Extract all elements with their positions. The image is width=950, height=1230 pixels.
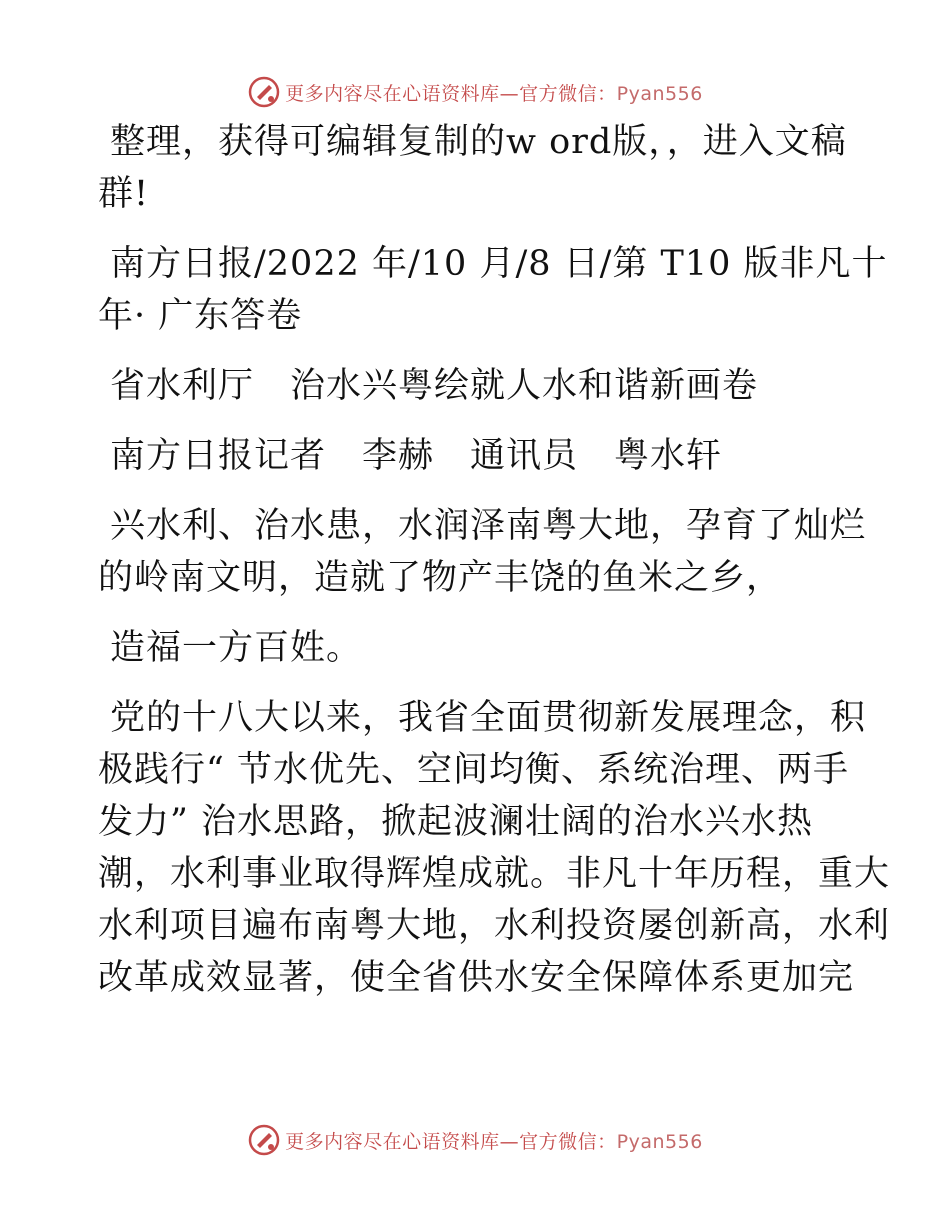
paragraph-intro: [98, 116, 858, 220]
logo-icon: [247, 1123, 281, 1157]
watermark-text: 更多内容尽在心语资料库—官方微信：Pyan556: [285, 1130, 703, 1153]
text-line: 党的十八大以来，我省全面贯彻新发展理念，积: [110, 698, 867, 738]
text-line: 发力” 治水思路，掀起波澜壮阔的治水兴水热: [98, 802, 814, 842]
text-line: 兴水利、治水患，水润泽南粤大地，孕育了灿烂: [110, 506, 867, 546]
paragraph-source: [98, 238, 888, 342]
text-line: 整理，获得可编辑复制的w ord版，，进入文稿: [110, 122, 847, 162]
document-body: [98, 116, 891, 1022]
text-line: 造福一方百姓。: [110, 628, 363, 668]
paragraph-body: [98, 500, 867, 604]
text-line: 极践行“ 节水优先、空间均衡、系统治理、两手: [98, 750, 850, 790]
paragraph-body: [98, 622, 858, 674]
article-byline: [98, 430, 858, 482]
watermark-text: 更多内容尽在心语资料库—官方微信：Pyan556: [285, 82, 703, 105]
text-line: 省水利厅 治水兴粤绘就人水和谐新画卷: [110, 366, 759, 406]
text-line: 水利项目遍布南粤大地，水利投资屡创新高，水利: [98, 906, 891, 946]
watermark-footer: [0, 1120, 950, 1160]
text-line: 年· 广东答卷: [98, 296, 303, 336]
watermark-header: [0, 72, 950, 112]
paragraph-body: [98, 692, 891, 1004]
text-line: 的岭南文明，造就了物产丰饶的鱼米之乡，: [98, 558, 783, 598]
text-line: 潮，水利事业取得辉煌成就。非凡十年历程，重大: [98, 854, 891, 894]
text-line: 南方日报/2022 年/10 月/8 日/第 T10 版非凡十: [110, 244, 888, 284]
text-line: 群!: [98, 174, 150, 214]
logo-icon: [247, 75, 281, 109]
article-title: [98, 360, 858, 412]
text-line: 改革成效显著，使全省供水安全保障体系更加完: [98, 958, 855, 998]
text-line: 南方日报记者 李赫 通讯员 粤水轩: [110, 436, 723, 476]
